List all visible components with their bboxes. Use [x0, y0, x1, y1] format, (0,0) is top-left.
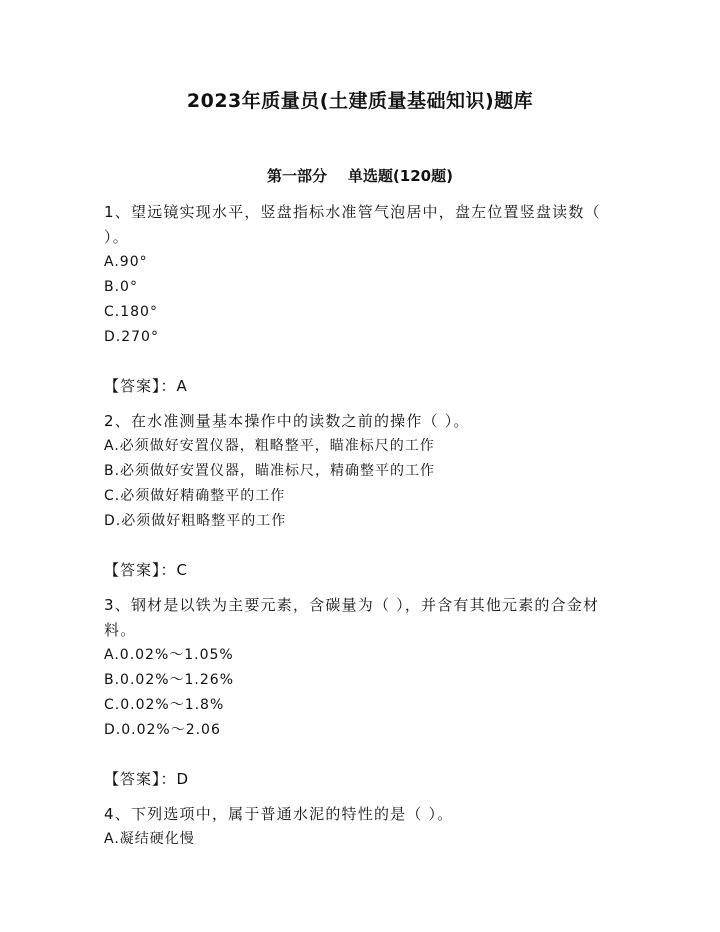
option-c: C.0.02%～1.8% — [104, 697, 225, 713]
section-heading: 第一部分 单选题(120题) — [267, 167, 453, 185]
question-4 — [104, 802, 624, 852]
option-d: D.270° — [104, 329, 159, 345]
document-title: 2023年质量员(土建质量基础知识)题库 — [186, 90, 534, 112]
question-3 — [104, 593, 624, 792]
answer-line: 【答案】：C — [104, 561, 188, 579]
option-d: D.必须做好粗略整平的工作 — [104, 513, 287, 529]
option-c: C.必须做好精确整平的工作 — [104, 488, 286, 504]
option-a: A.必须做好安置仪器，粗略整平，瞄准标尺的工作 — [104, 438, 435, 454]
option-c: C.180° — [104, 304, 158, 320]
question-stem: 4、下列选项中，属于普通水泥的特性的是（ ）。 — [104, 805, 454, 823]
answer-line: 【答案】：A — [104, 377, 188, 395]
option-a: A.凝结硬化慢 — [104, 831, 195, 847]
question-stem: 3、钢材是以铁为主要元素，含碳量为（ ），并含有其他元素的合金材料。 — [104, 596, 600, 639]
question-stem: 1、望远镜实现水平，竖盘指标水准管气泡居中，盘左位置竖盘读数（ ）。 — [104, 203, 601, 246]
question-2 — [104, 409, 624, 583]
option-b: B.必须做好安置仪器，瞄准标尺，精确整平的工作 — [104, 463, 436, 479]
question-stem: 2、在水准测量基本操作中的读数之前的操作（ ）。 — [104, 412, 470, 430]
option-a: A.0.02%～1.05% — [104, 647, 234, 663]
question-1 — [104, 200, 624, 399]
option-b: B.0° — [104, 279, 138, 295]
answer-line: 【答案】：D — [104, 770, 190, 788]
question-list — [104, 200, 624, 852]
option-b: B.0.02%～1.26% — [104, 672, 235, 688]
option-d: D.0.02%～2.06 — [104, 722, 221, 738]
option-a: A.90° — [104, 254, 148, 270]
